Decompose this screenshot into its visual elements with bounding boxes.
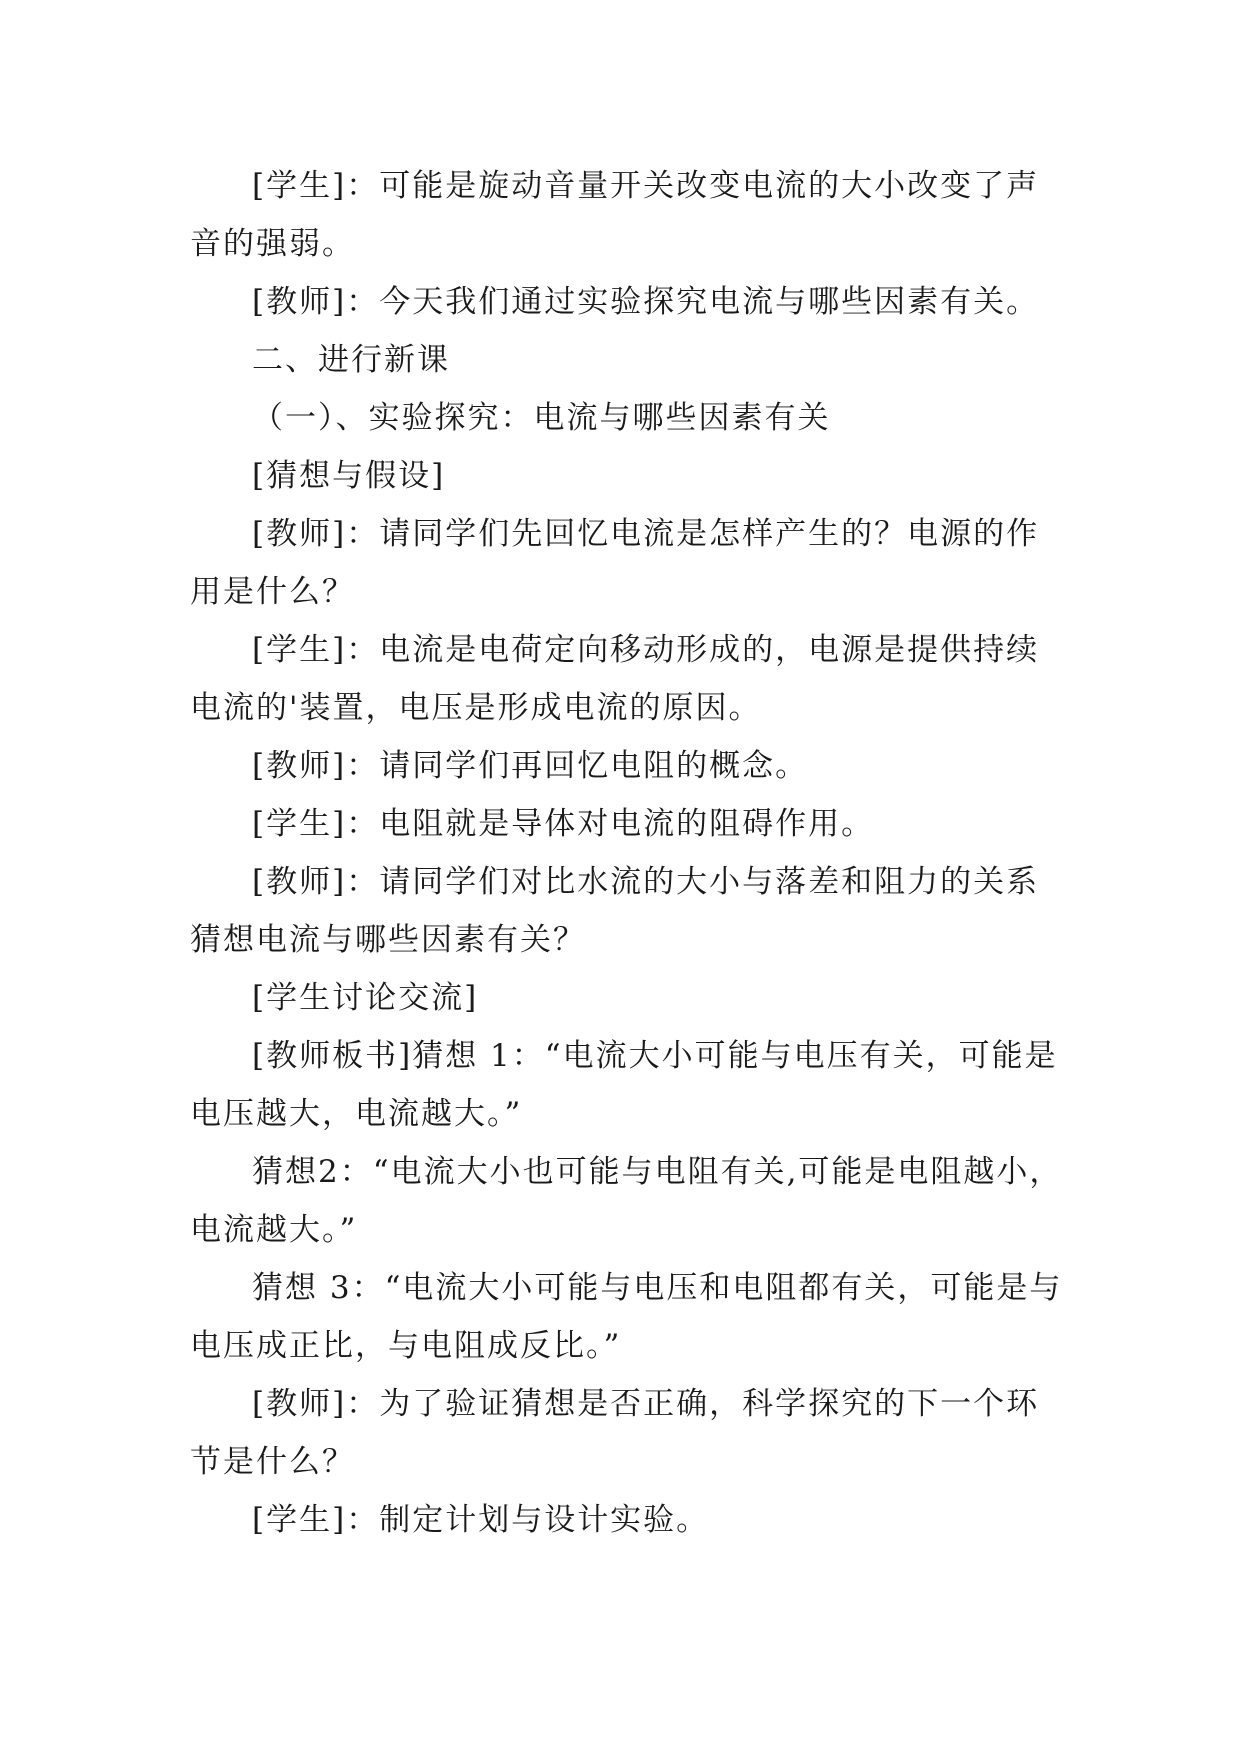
text-line: [学生讨论交流] (252, 980, 479, 1016)
text-line: 用是什么？ (190, 574, 355, 610)
text-line: 节是什么？ (190, 1444, 355, 1480)
text-line: [教师]：请同学们先回忆电流是怎样产生的？电源的作 (252, 516, 1040, 552)
text-line: 猜想电流与哪些因素有关？ (190, 922, 586, 958)
paragraph-hypothesis-1 (190, 1027, 1070, 1143)
document-body (190, 157, 1070, 1549)
paragraph-teacher-intro (190, 273, 1070, 331)
text-line: 二、进行新课 (252, 342, 450, 378)
text-line: [教师]：今天我们通过实验探究电流与哪些因素有关。 (252, 284, 1040, 320)
paragraph-student-discussion (190, 969, 1070, 1027)
text-line: 电压越大，电流越大。” (190, 1096, 523, 1132)
text-line: [学生]：制定计划与设计实验。 (252, 1502, 710, 1538)
paragraph-student-answer-volume (190, 157, 1070, 273)
text-line: 电流的'装置，电压是形成电流的原因。 (190, 690, 762, 726)
text-line: [学生]：电阻就是导体对电流的阻碍作用。 (252, 806, 875, 842)
heading-hypothesis (190, 447, 1070, 505)
text-line: 猜想2：“电流大小也可能与电阻有关,可能是电阻越小， (252, 1154, 1063, 1190)
paragraph-teacher-question-current (190, 505, 1070, 621)
text-line: [教师]：请同学们对比水流的大小与落差和阻力的关系 (252, 864, 1040, 900)
text-line: 电流越大。” (190, 1212, 358, 1248)
text-line: [教师]：为了验证猜想是否正确，科学探究的下一个环 (252, 1386, 1040, 1422)
text-line: [教师]：请同学们再回忆电阻的概念。 (252, 748, 809, 784)
section-heading-new-lesson (190, 331, 1070, 389)
subsection-heading-experiment (190, 389, 1070, 447)
text-line: 电压成正比，与电阻成反比。” (190, 1328, 622, 1364)
paragraph-teacher-question-next-step (190, 1375, 1070, 1491)
text-line: [学生]：电流是电荷定向移动形成的，电源是提供持续 (252, 632, 1040, 668)
text-line: （一）、实验探究：电流与哪些因素有关 (252, 400, 831, 436)
paragraph-hypothesis-3 (190, 1259, 1070, 1375)
paragraph-student-answer-resistance (190, 795, 1070, 853)
text-line: [教师板书]猜想 1：“电流大小可能与电压有关，可能是 (252, 1038, 1058, 1074)
paragraph-student-answer-plan (190, 1491, 1070, 1549)
paragraph-teacher-question-water (190, 853, 1070, 969)
text-line: [学生]：可能是旋动音量开关改变电流的大小改变了声 (252, 168, 1040, 204)
text-line: 猜想 3：“电流大小可能与电压和电阻都有关，可能是与 (252, 1270, 1063, 1306)
text-line: 音的强弱。 (190, 226, 355, 262)
paragraph-student-answer-current (190, 621, 1070, 737)
text-line: [猜想与假设] (252, 458, 446, 494)
paragraph-hypothesis-2 (190, 1143, 1070, 1259)
paragraph-teacher-question-resistance (190, 737, 1070, 795)
